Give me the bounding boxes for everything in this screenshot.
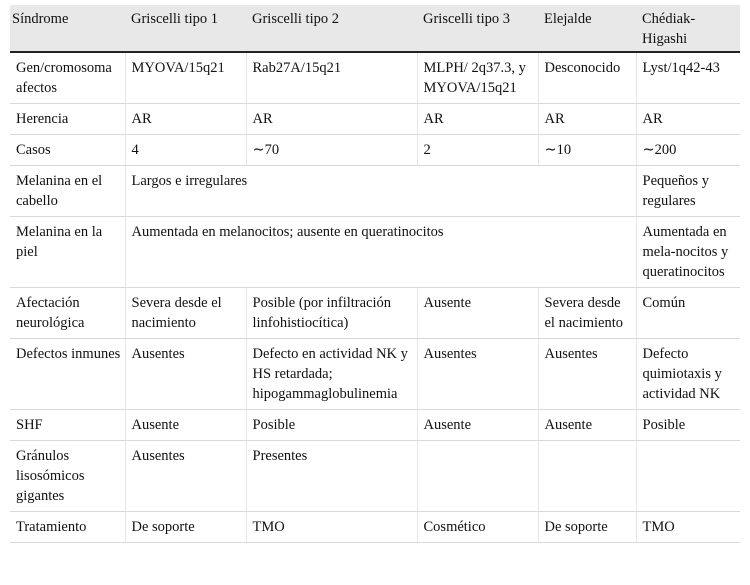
- row-label: Gránulos lisosómicos gigantes: [10, 441, 125, 512]
- table-row-hair-melanin: [10, 166, 740, 217]
- table-row-skin-melanin: [10, 217, 740, 288]
- table-cell: Ausente: [417, 288, 538, 339]
- table-cell: Severa desde el nacimiento: [125, 288, 246, 339]
- table-cell: Rab27A/15q21: [246, 52, 417, 104]
- table-cell: Ausentes: [538, 339, 636, 410]
- table-row-cases: [10, 135, 740, 166]
- row-label: Tratamiento: [10, 512, 125, 543]
- row-label: Herencia: [10, 104, 125, 135]
- row-label: Gen/cromosoma afectos: [10, 52, 125, 104]
- table-cell: 2: [417, 135, 538, 166]
- table-row-neuro: [10, 288, 740, 339]
- table-cell: Presentes: [246, 441, 417, 512]
- header-cell-griscelli-2: Griscelli tipo 2: [246, 5, 417, 52]
- header-row: [10, 5, 740, 52]
- table-cell: Defecto en actividad NK y HS retardada; hipogammaglobulinemia: [246, 339, 417, 410]
- table-cell: Lyst/1q42-43: [636, 52, 740, 104]
- table-cell-merged: Largos e irregulares: [125, 166, 636, 217]
- table-row-immune: [10, 339, 740, 410]
- table-cell: 4: [125, 135, 246, 166]
- table-cell: [417, 441, 538, 512]
- table-cell: TMO: [246, 512, 417, 543]
- table-cell: Aumentada en mela-nocitos y queratinocitos: [636, 217, 740, 288]
- table-cell: Posible: [636, 410, 740, 441]
- table-cell: De soporte: [125, 512, 246, 543]
- table-cell: TMO: [636, 512, 740, 543]
- table-cell: [538, 441, 636, 512]
- row-label: Melanina en la piel: [10, 217, 125, 288]
- row-label: Afectación neurológica: [10, 288, 125, 339]
- row-label: SHF: [10, 410, 125, 441]
- syndrome-comparison-table: [10, 5, 740, 543]
- table-cell: Cosmético: [417, 512, 538, 543]
- row-label: Melanina en el cabello: [10, 166, 125, 217]
- table-cell: Ausente: [417, 410, 538, 441]
- table-cell: Pequeños y regulares: [636, 166, 740, 217]
- header-cell-chediak-higashi: Chédiak-Higashi: [636, 5, 740, 52]
- table-cell: MLPH/ 2q37.3, y MYOVA/15q21: [417, 52, 538, 104]
- row-label: Casos: [10, 135, 125, 166]
- table-cell: Ausentes: [417, 339, 538, 410]
- header-cell-elejalde: Elejalde: [538, 5, 636, 52]
- table-cell: AR: [246, 104, 417, 135]
- table-cell: Posible: [246, 410, 417, 441]
- table-cell: AR: [636, 104, 740, 135]
- table-row-granules: [10, 441, 740, 512]
- table-cell: [636, 441, 740, 512]
- table-cell: AR: [538, 104, 636, 135]
- table-cell-merged: Aumentada en melanocitos; ausente en queratinocitos: [125, 217, 636, 288]
- table-row-treatment: [10, 512, 740, 543]
- table-cell: De soporte: [538, 512, 636, 543]
- table-cell: Desconocido: [538, 52, 636, 104]
- table-row-shf: [10, 410, 740, 441]
- table-cell: Severa desde el nacimiento: [538, 288, 636, 339]
- table-cell: AR: [417, 104, 538, 135]
- table-cell: Ausente: [125, 410, 246, 441]
- table-cell: Posible (por infiltración linfohistiocítica): [246, 288, 417, 339]
- table-row-gene: [10, 52, 740, 104]
- table-row-inheritance: [10, 104, 740, 135]
- header-cell-griscelli-3: Griscelli tipo 3: [417, 5, 538, 52]
- table-cell: ∼10: [538, 135, 636, 166]
- table-cell: Común: [636, 288, 740, 339]
- table-cell: ∼70: [246, 135, 417, 166]
- table-cell: Ausentes: [125, 339, 246, 410]
- header-cell-sindrome: Síndrome: [10, 5, 125, 52]
- table-cell: Ausente: [538, 410, 636, 441]
- table-cell: AR: [125, 104, 246, 135]
- table-cell: MYOVA/15q21: [125, 52, 246, 104]
- header-cell-griscelli-1: Griscelli tipo 1: [125, 5, 246, 52]
- table-cell: Defecto quimiotaxis y actividad NK: [636, 339, 740, 410]
- table-cell: Ausentes: [125, 441, 246, 512]
- table-cell: ∼200: [636, 135, 740, 166]
- row-label: Defectos inmunes: [10, 339, 125, 410]
